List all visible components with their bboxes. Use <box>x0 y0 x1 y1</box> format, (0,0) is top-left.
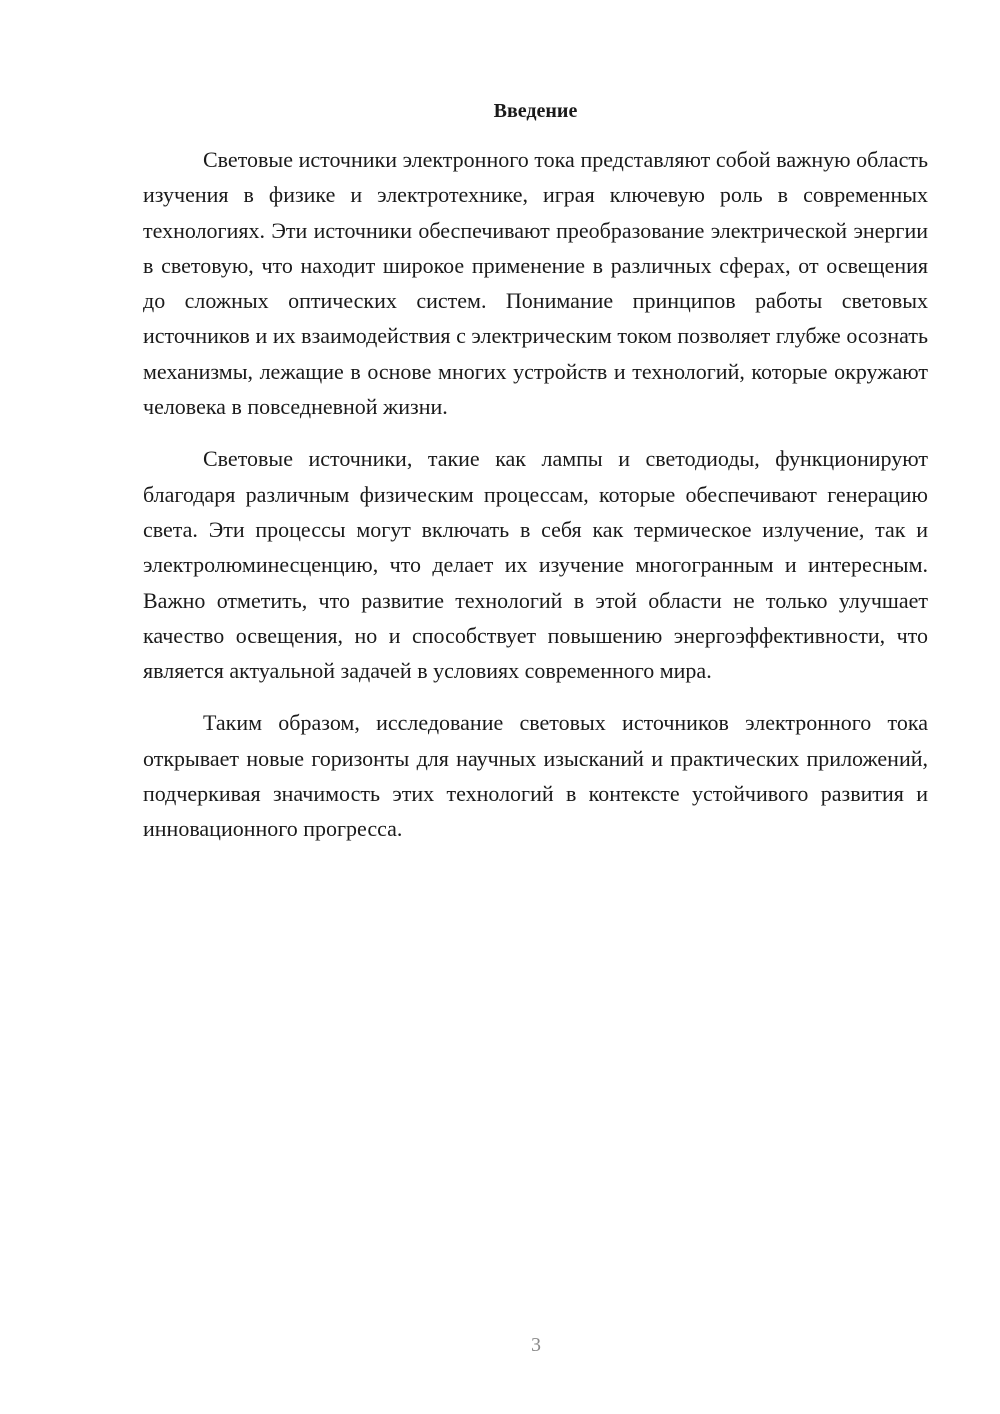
paragraph-1: Световые источники электронного тока представляют собой важную область изучения в физике и электротехнике, играя ключевую роль в современных технологиях. Эти источники обеспечивают преобразование электрической энергии в световую, что находит широкое применение в различных сферах, от освещения до сложных оптических систем. Понимание принципов работы световых источников и их взаимодействия с электрическим током позволяет глубже осознать механизмы, лежащие в основе многих устройств и технологий, которые окружают человека в повседневной жизни. <box>143 147 928 420</box>
paragraph-2: Световые источники, такие как лампы и светодиоды, функционируют благодаря различным физическим процессам, которые обеспечивают генерацию света. Эти процессы могут включать в себя как термическое излучение, так и электролюминесценцию, что делает их изучение многогранным и интересным. Важно отметить, что развитие технологий в этой области не только улучшает качество освещения, но и способствует повышению энергоэффективности, что является актуальной задачей в условиях современного мира. <box>143 446 928 684</box>
paragraph-3: Таким образом, исследование световых источников электронного тока открывает новые горизонты для научных изысканий и практических приложений, подчеркивая значимость этих технологий в контексте устойчивого развития и инновационного прогресса. <box>143 710 928 842</box>
page-number: 3 <box>531 1334 541 1356</box>
page-content <box>143 96 928 864</box>
section-title: Введение <box>493 100 578 122</box>
